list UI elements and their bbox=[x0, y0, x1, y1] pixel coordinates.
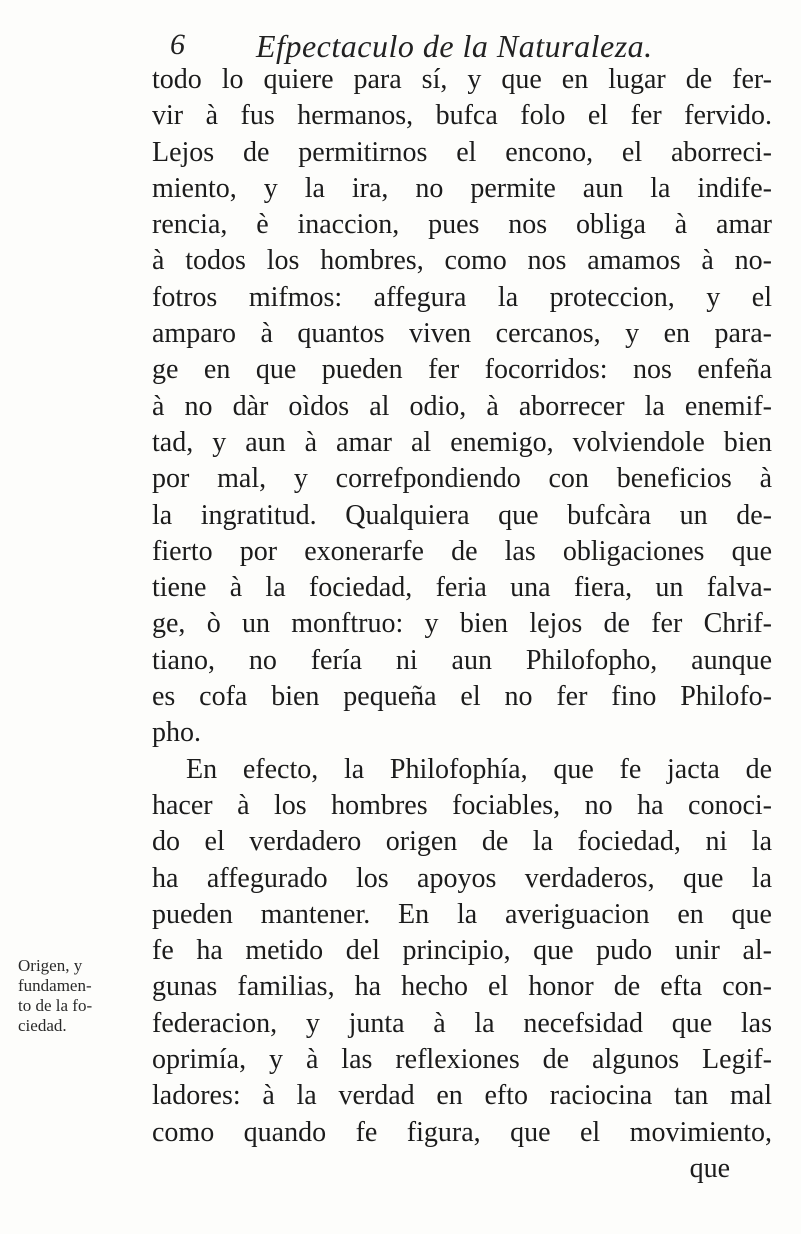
body-text bbox=[152, 62, 772, 1187]
catchword: que bbox=[689, 1152, 730, 1184]
text-line: pho. bbox=[152, 717, 201, 749]
margin-note-line: fundamen- bbox=[18, 976, 92, 995]
text-line: gunas familias, ha hecho el honor de efta con- bbox=[152, 971, 772, 1003]
text-line: fe ha metido del principio, que pudo unir al- bbox=[152, 935, 772, 967]
text-line: todo lo quiere para sí, y que en lugar de fer- bbox=[152, 64, 772, 95]
text-line: oprimía, y à las reflexiones de algunos Legif- bbox=[152, 1044, 772, 1076]
page-number: 6 bbox=[170, 28, 185, 61]
text-line: federacion, y junta à la necefsidad que las bbox=[152, 1007, 772, 1039]
text-line: Lejos de permitirnos el encono, el aborreci- bbox=[152, 136, 772, 168]
text-line: ge, ò un monftruo: y bien lejos de fer Chrif- bbox=[152, 608, 772, 640]
margin-note-line: ciedad. bbox=[18, 1016, 67, 1035]
text-line: miento, y la ira, no permite aun la indife- bbox=[152, 172, 772, 204]
text-line: hacer à los hombres fociables, no ha conoci- bbox=[152, 789, 772, 821]
margin-note bbox=[18, 956, 136, 1036]
margin-note-line: to de la fo- bbox=[18, 996, 93, 1015]
text-line: do el verdadero origen de la fociedad, ni la bbox=[152, 826, 772, 858]
text-line: tiene à la fociedad, feria una fiera, un falva- bbox=[152, 572, 772, 604]
text-line: ge en que pueden fer focorridos: nos enfeña bbox=[152, 354, 772, 386]
margin-note-line: Origen, y bbox=[18, 956, 83, 975]
text-line: fierto por exonerarfe de las obligaciones que bbox=[152, 535, 772, 567]
text-line: vir à fus hermanos, bufca folo el fer fervido. bbox=[152, 100, 772, 132]
text-line: rencia, è inaccion, pues nos obliga à amar bbox=[152, 209, 772, 241]
text-line: à no dàr oìdos al odio, à aborrecer la enemif- bbox=[152, 390, 772, 422]
text-line: amparo à quantos viven cercanos, y en para- bbox=[152, 318, 772, 350]
text-line: tad, y aun à amar al enemigo, volviendole bien bbox=[152, 426, 772, 458]
text-line: tiano, no fería ni aun Philofopho, aunque bbox=[152, 644, 772, 676]
paragraph-start-line: En efecto, la Philofophía, que fe jacta de bbox=[186, 753, 772, 785]
text-line: pueden mantener. En la averiguacion en que bbox=[152, 898, 772, 930]
text-line: fotros mifmos: affegura la proteccion, y el bbox=[152, 281, 772, 313]
text-line: à todos los hombres, como nos amamos à no- bbox=[152, 245, 772, 277]
text-line: por mal, y correfpondiendo con beneficios à bbox=[152, 463, 772, 495]
text-line: es cofa bien pequeña el no fer fino Philofo- bbox=[152, 681, 772, 713]
text-line: ladores: à la verdad en efto raciocina tan mal bbox=[152, 1080, 772, 1112]
text-line: ha affegurado los apoyos verdaderos, que la bbox=[152, 862, 772, 894]
text-line: como quando fe figura, que el movimiento, bbox=[152, 1116, 772, 1148]
running-title: Efpectaculo de la Naturaleza. bbox=[256, 28, 653, 64]
text-line: la ingratitud. Qualquiera que bufcàra un de- bbox=[152, 499, 772, 531]
